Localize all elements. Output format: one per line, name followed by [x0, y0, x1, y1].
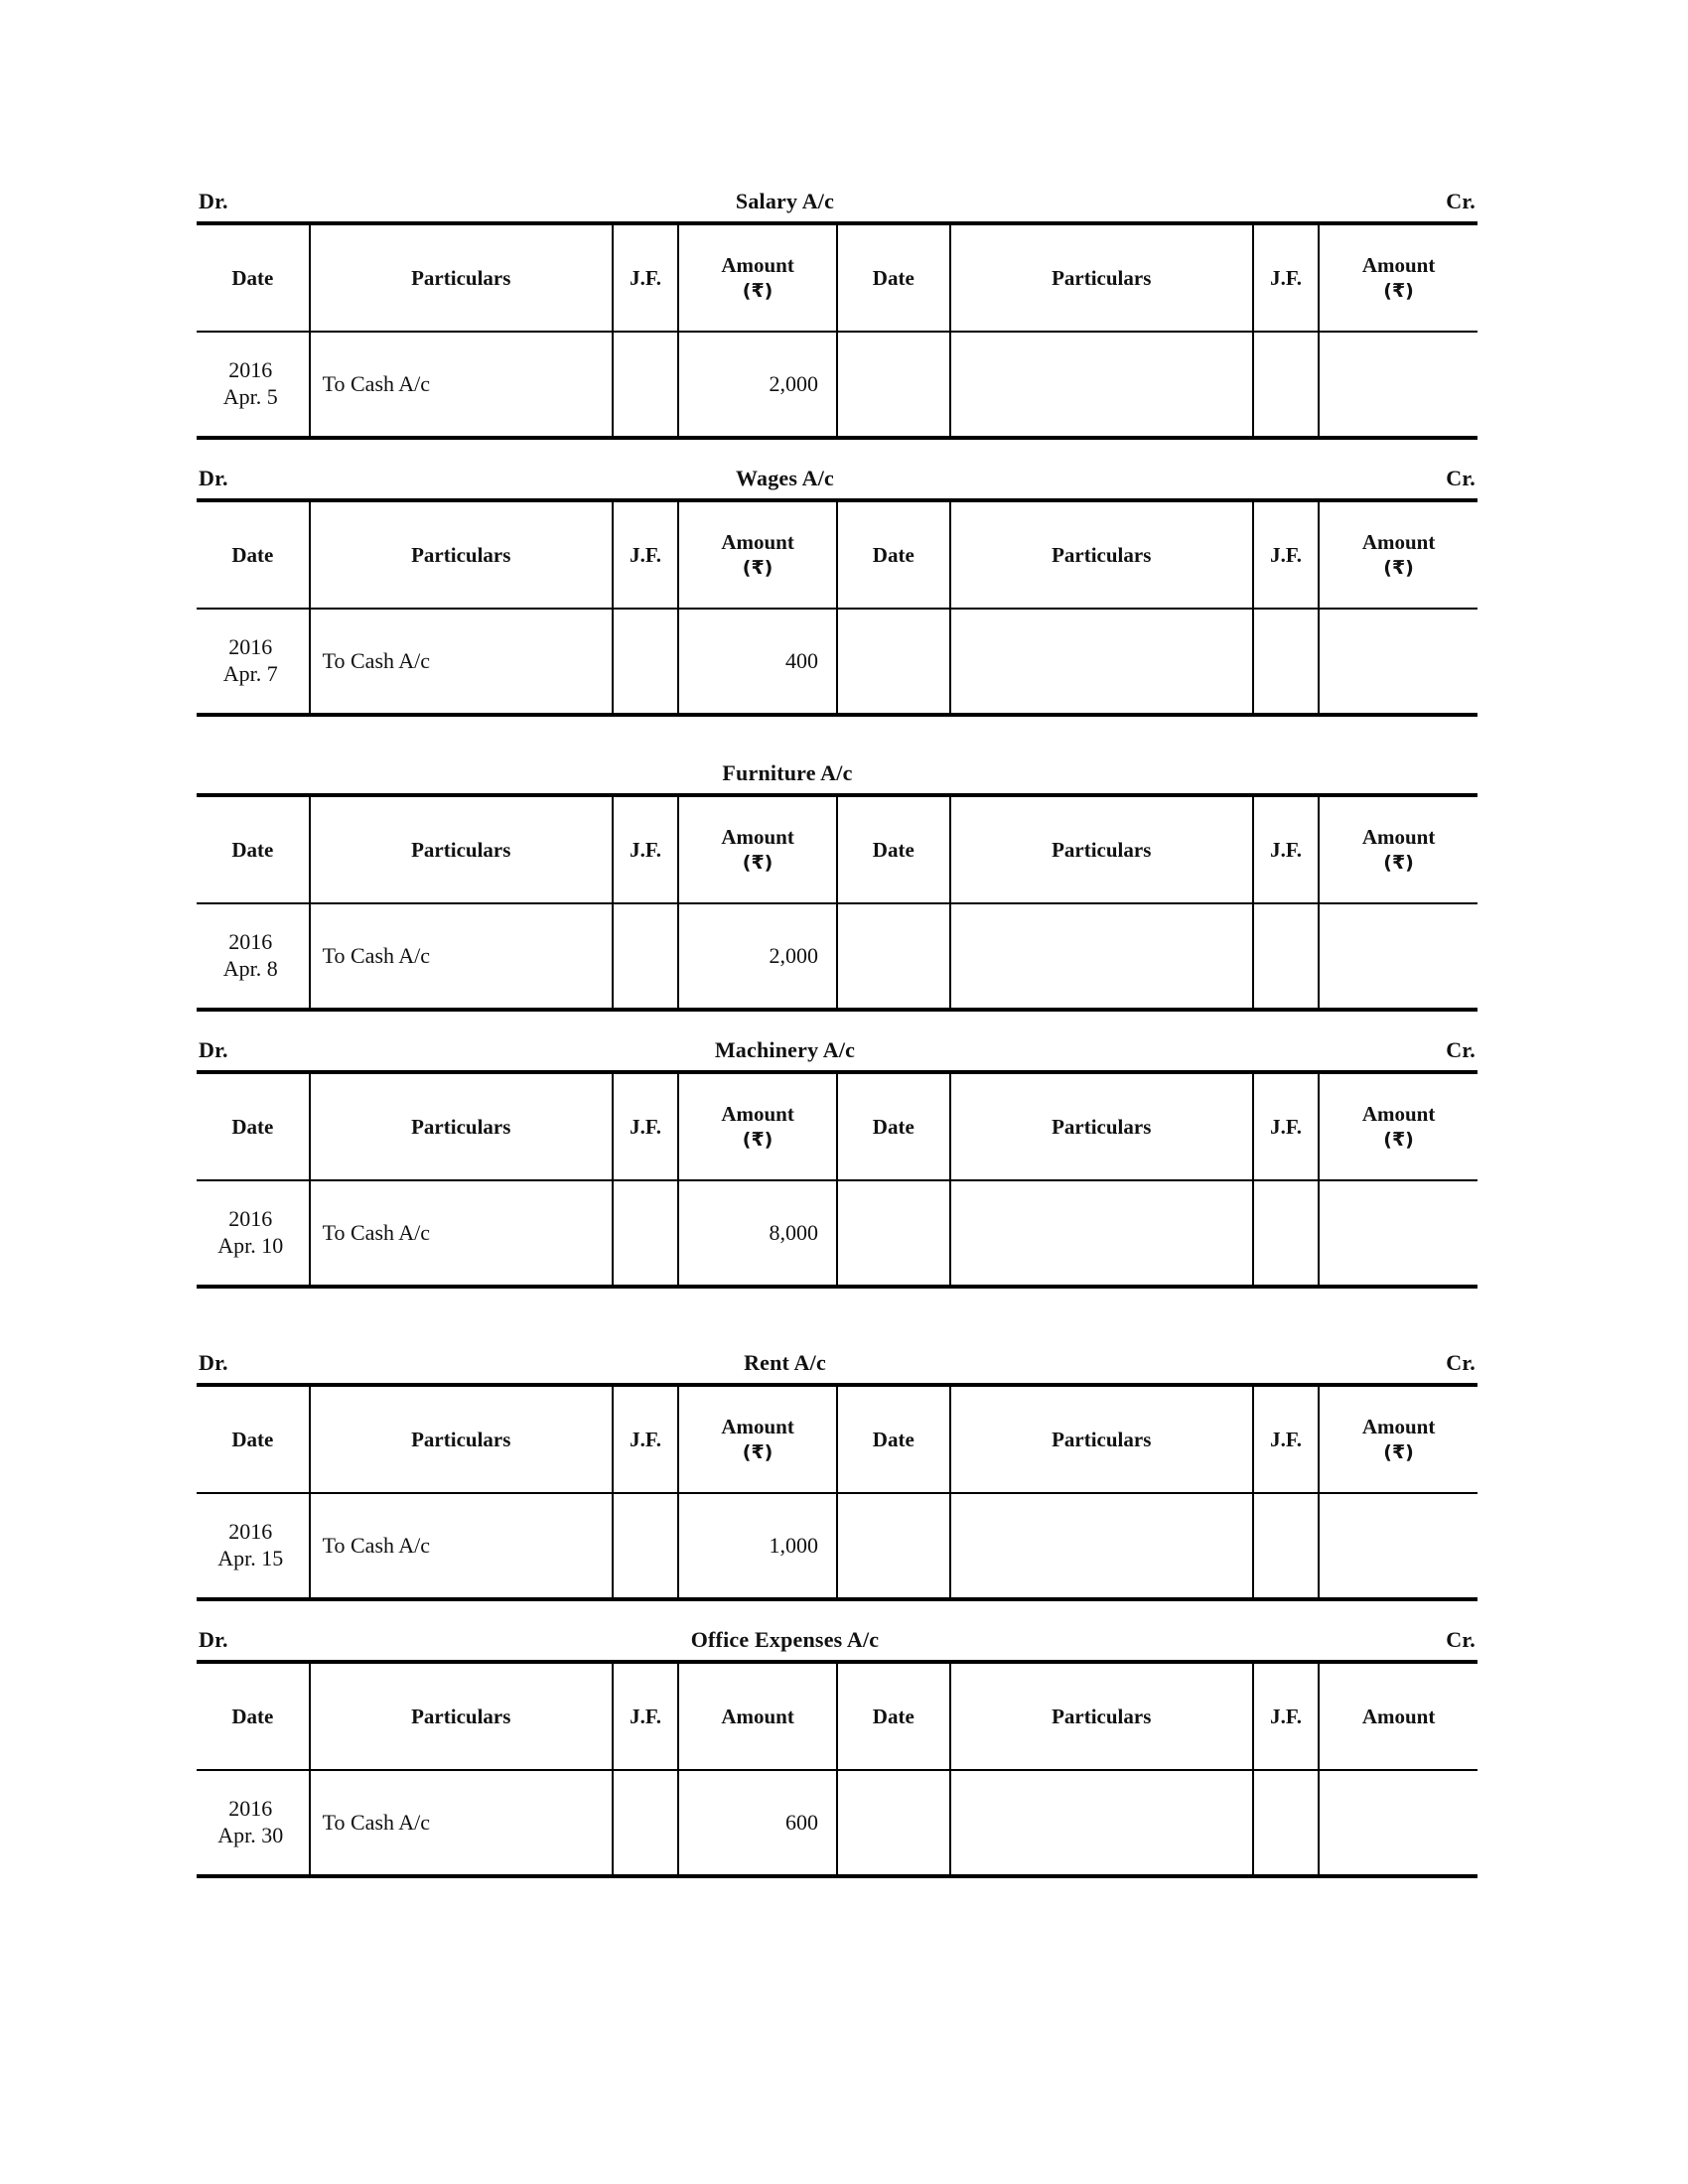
cell-particulars-debit: To Cash A/c	[310, 903, 613, 1010]
header-date-debit: Date	[197, 795, 310, 903]
header-amount-credit	[1319, 223, 1477, 332]
table-row	[197, 332, 1477, 438]
section-gap	[197, 440, 1477, 466]
cell-date-debit	[197, 1493, 310, 1599]
account-block-wages	[197, 466, 1477, 717]
cell-jf-credit	[1253, 1180, 1319, 1287]
account-caption	[197, 466, 1477, 498]
entry-date: Apr. 8	[222, 956, 278, 981]
cell-particulars-credit	[950, 1770, 1253, 1876]
cell-particulars-debit: To Cash A/c	[310, 1493, 613, 1599]
cell-particulars-debit: To Cash A/c	[310, 1180, 613, 1287]
header-particulars-credit: Particulars	[950, 1662, 1253, 1770]
cell-amount-credit	[1319, 1180, 1477, 1287]
ledger-table	[197, 1070, 1477, 1289]
cell-amount-credit	[1319, 332, 1477, 438]
header-date-debit: Date	[197, 223, 310, 332]
account-title: Furniture A/c	[722, 760, 853, 785]
table-header-row	[197, 500, 1477, 609]
header-date-credit: Date	[837, 1072, 950, 1180]
header-amount-debit	[678, 500, 837, 609]
header-amount-unit: (₹)	[742, 1129, 774, 1151]
ledger-table	[197, 221, 1477, 440]
cell-amount-debit: 400	[678, 609, 837, 715]
table-row	[197, 1180, 1477, 1287]
header-amount-unit: (₹)	[742, 1441, 774, 1463]
cell-date-credit	[837, 332, 950, 438]
credit-side-label: Cr.	[1446, 466, 1476, 490]
ledger-table	[197, 793, 1477, 1012]
header-amount-word: Amount	[1361, 530, 1436, 555]
account-title: Machinery A/c	[714, 1037, 856, 1062]
table-row	[197, 1770, 1477, 1876]
header-amount-unit: (₹)	[1383, 1129, 1414, 1151]
table-row	[197, 1493, 1477, 1599]
section-gap	[197, 1012, 1477, 1037]
account-block-machinery	[197, 1037, 1477, 1289]
header-jf-debit: J.F.	[613, 1072, 678, 1180]
account-title: Office Expenses A/c	[690, 1627, 880, 1652]
cell-jf-credit	[1253, 1770, 1319, 1876]
cell-amount-credit	[1319, 609, 1477, 715]
cell-date-credit	[837, 609, 950, 715]
cell-particulars-debit: To Cash A/c	[310, 609, 613, 715]
header-amount-word: Amount	[721, 1415, 794, 1439]
header-amount-word: Amount	[1361, 253, 1436, 278]
cell-jf-debit	[613, 1180, 678, 1287]
table-row	[197, 903, 1477, 1010]
cell-date-credit	[837, 1180, 950, 1287]
header-amount-unit: (₹)	[1383, 280, 1414, 302]
cell-date-debit	[197, 609, 310, 715]
cell-jf-debit	[613, 1770, 678, 1876]
header-amount-word: Amount	[721, 253, 794, 278]
entry-date: Apr. 10	[217, 1233, 284, 1258]
header-date-credit: Date	[837, 223, 950, 332]
section-gap	[197, 1289, 1477, 1350]
header-date-debit: Date	[197, 1072, 310, 1180]
header-jf-debit: J.F.	[613, 223, 678, 332]
header-amount-word: Amount	[1361, 1415, 1436, 1439]
entry-year: 2016	[228, 1796, 273, 1822]
header-jf-credit: J.F.	[1253, 223, 1319, 332]
header-amount-credit	[1319, 1072, 1477, 1180]
cell-jf-credit	[1253, 903, 1319, 1010]
header-particulars-credit: Particulars	[950, 500, 1253, 609]
header-amount-credit	[1319, 1385, 1477, 1493]
entry-date: Apr. 30	[217, 1823, 284, 1847]
cell-date-debit	[197, 903, 310, 1010]
header-amount-unit: (₹)	[742, 280, 774, 302]
debit-side-label: Dr.	[199, 1627, 228, 1652]
header-particulars-debit: Particulars	[310, 1662, 613, 1770]
ledger-table	[197, 1660, 1477, 1878]
cell-date-debit	[197, 1180, 310, 1287]
cell-date-credit	[837, 903, 950, 1010]
header-date-credit: Date	[837, 500, 950, 609]
account-title: Wages A/c	[736, 466, 834, 490]
header-date-debit: Date	[197, 500, 310, 609]
header-amount-word: Amount	[721, 1102, 794, 1127]
header-amount-debit	[678, 223, 837, 332]
section-gap	[197, 717, 1477, 760]
cell-amount-debit: 1,000	[678, 1493, 837, 1599]
header-date-debit: Date	[197, 1662, 310, 1770]
account-title: Rent A/c	[744, 1350, 826, 1375]
cell-jf-credit	[1253, 1493, 1319, 1599]
header-jf-debit: J.F.	[613, 500, 678, 609]
entry-date: Apr. 5	[222, 384, 278, 409]
ledger-table	[197, 498, 1477, 717]
header-particulars-debit: Particulars	[310, 795, 613, 903]
cell-jf-credit	[1253, 332, 1319, 438]
cell-amount-debit: 2,000	[678, 903, 837, 1010]
ledger-sheet	[197, 189, 1477, 1878]
header-particulars-credit: Particulars	[950, 795, 1253, 903]
account-caption	[197, 1037, 1477, 1070]
cell-jf-debit	[613, 903, 678, 1010]
header-particulars-debit: Particulars	[310, 500, 613, 609]
header-jf-credit: J.F.	[1253, 1662, 1319, 1770]
debit-side-label: Dr.	[199, 1037, 228, 1062]
credit-side-label: Cr.	[1446, 1037, 1476, 1062]
header-date-credit: Date	[837, 1385, 950, 1493]
header-amount-word: Amount	[721, 825, 794, 850]
cell-particulars-credit	[950, 332, 1253, 438]
header-jf-debit: J.F.	[613, 1662, 678, 1770]
debit-side-label: Dr.	[199, 189, 228, 213]
cell-date-debit	[197, 1770, 310, 1876]
header-amount-word: Amount	[721, 530, 794, 555]
account-caption	[197, 189, 1477, 221]
account-caption	[197, 1350, 1477, 1383]
header-particulars-credit: Particulars	[950, 223, 1253, 332]
cell-jf-debit	[613, 1493, 678, 1599]
table-header-row	[197, 1662, 1477, 1770]
credit-side-label: Cr.	[1446, 1350, 1476, 1375]
cell-date-credit	[837, 1770, 950, 1876]
cell-jf-debit	[613, 609, 678, 715]
header-amount-debit	[678, 795, 837, 903]
header-amount-unit: (₹)	[1383, 852, 1414, 874]
section-gap	[197, 1601, 1477, 1627]
header-particulars-debit: Particulars	[310, 1072, 613, 1180]
header-amount-credit	[1319, 500, 1477, 609]
table-header-row	[197, 1385, 1477, 1493]
entry-year: 2016	[228, 357, 273, 383]
entry-year: 2016	[228, 634, 273, 660]
cell-amount-credit	[1319, 1493, 1477, 1599]
header-jf-debit: J.F.	[613, 1385, 678, 1493]
header-date-credit: Date	[837, 795, 950, 903]
header-date-debit: Date	[197, 1385, 310, 1493]
account-caption	[197, 760, 1477, 793]
header-amount-debit	[678, 1072, 837, 1180]
header-particulars-debit: Particulars	[310, 1385, 613, 1493]
account-block-office-expenses	[197, 1627, 1477, 1878]
cell-amount-debit: 2,000	[678, 332, 837, 438]
header-amount-unit: (₹)	[1383, 1441, 1414, 1463]
header-amount-credit	[1319, 795, 1477, 903]
cell-particulars-credit	[950, 1180, 1253, 1287]
header-amount-word: Amount	[1361, 825, 1436, 850]
account-block-salary	[197, 189, 1477, 440]
header-date-credit: Date	[837, 1662, 950, 1770]
header-amount-unit: (₹)	[1383, 557, 1414, 579]
header-amount-credit: Amount	[1319, 1662, 1477, 1770]
entry-date: Apr. 15	[217, 1546, 284, 1570]
entry-year: 2016	[228, 929, 273, 955]
table-header-row	[197, 795, 1477, 903]
cell-amount-credit	[1319, 903, 1477, 1010]
header-particulars-credit: Particulars	[950, 1385, 1253, 1493]
header-particulars-credit: Particulars	[950, 1072, 1253, 1180]
ledger-table	[197, 1383, 1477, 1601]
credit-side-label: Cr.	[1446, 189, 1476, 213]
header-amount-word: Amount	[1361, 1102, 1436, 1127]
cell-particulars-credit	[950, 903, 1253, 1010]
header-jf-credit: J.F.	[1253, 1385, 1319, 1493]
credit-side-label: Cr.	[1446, 1627, 1476, 1652]
cell-particulars-credit	[950, 609, 1253, 715]
header-jf-debit: J.F.	[613, 795, 678, 903]
cell-amount-credit	[1319, 1770, 1477, 1876]
cell-particulars-debit: To Cash A/c	[310, 332, 613, 438]
cell-date-debit	[197, 332, 310, 438]
debit-side-label: Dr.	[199, 466, 228, 490]
table-header-row	[197, 1072, 1477, 1180]
table-header-row	[197, 223, 1477, 332]
cell-date-credit	[837, 1493, 950, 1599]
account-title: Salary A/c	[735, 189, 835, 213]
cell-amount-debit: 600	[678, 1770, 837, 1876]
entry-date: Apr. 7	[222, 661, 278, 686]
header-amount-unit: (₹)	[742, 852, 774, 874]
debit-side-label: Dr.	[199, 1350, 228, 1375]
cell-amount-debit: 8,000	[678, 1180, 837, 1287]
cell-jf-credit	[1253, 609, 1319, 715]
table-row	[197, 609, 1477, 715]
cell-particulars-credit	[950, 1493, 1253, 1599]
header-amount-debit: Amount	[678, 1662, 837, 1770]
entry-year: 2016	[228, 1206, 273, 1232]
account-block-rent	[197, 1350, 1477, 1601]
header-amount-unit: (₹)	[742, 557, 774, 579]
entry-year: 2016	[228, 1519, 273, 1545]
account-block-furniture	[197, 760, 1477, 1012]
header-amount-debit	[678, 1385, 837, 1493]
header-particulars-debit: Particulars	[310, 223, 613, 332]
account-caption	[197, 1627, 1477, 1660]
cell-particulars-debit: To Cash A/c	[310, 1770, 613, 1876]
header-jf-credit: J.F.	[1253, 795, 1319, 903]
cell-jf-debit	[613, 332, 678, 438]
header-jf-credit: J.F.	[1253, 500, 1319, 609]
header-jf-credit: J.F.	[1253, 1072, 1319, 1180]
